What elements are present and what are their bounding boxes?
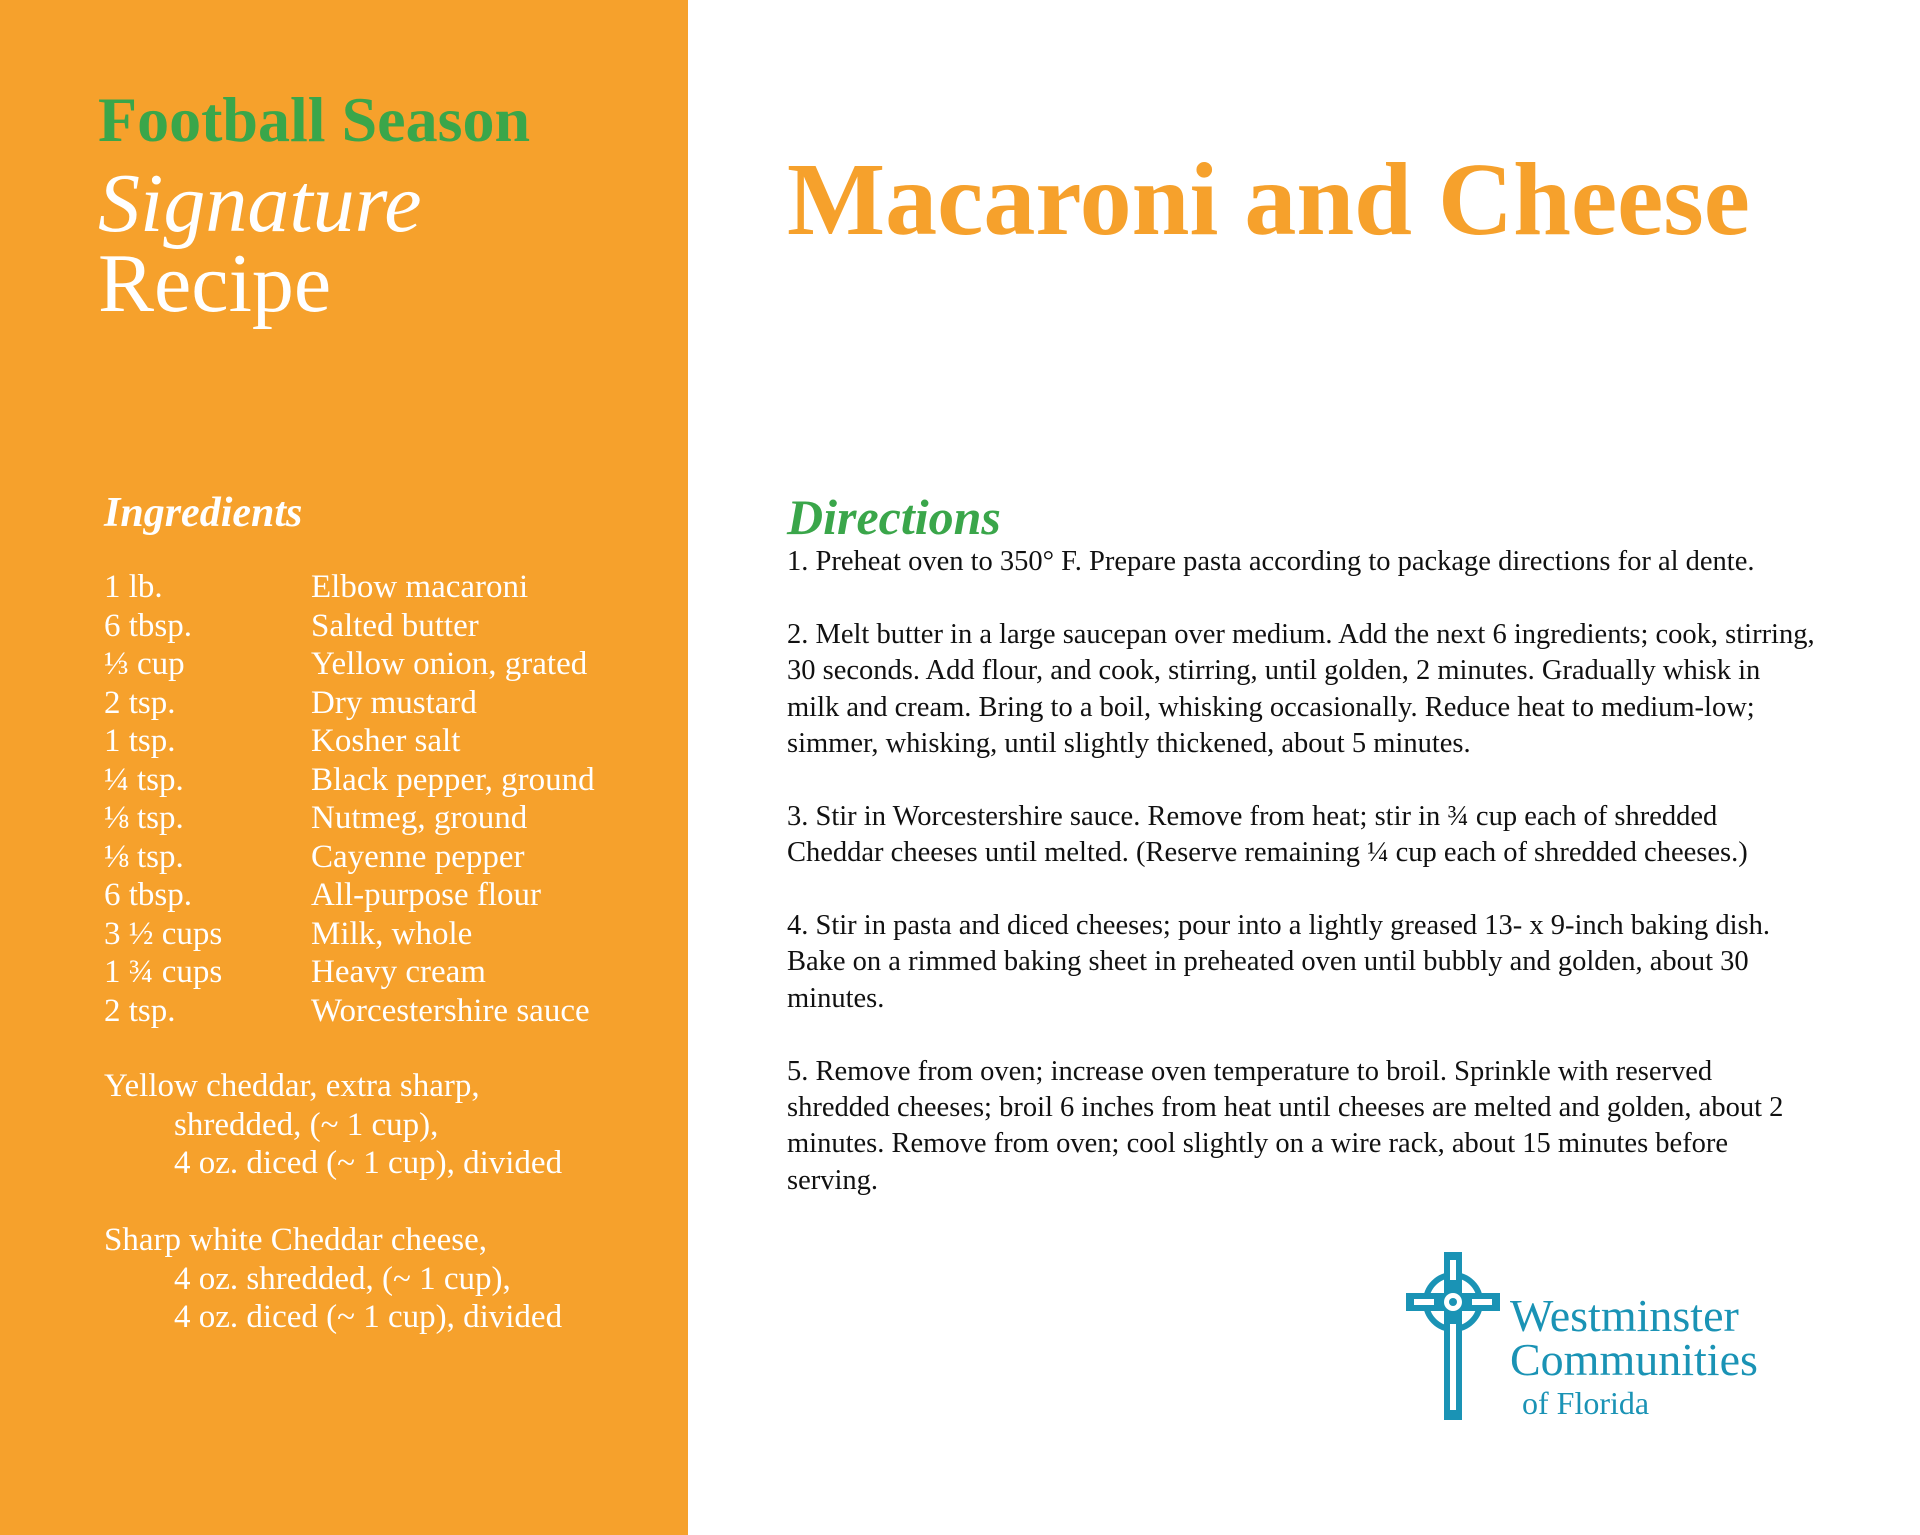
ingredient-row [104, 953, 595, 992]
direction-step: 4. Stir in pasta and diced cheeses; pour into a lightly greased 13- x 9-inch baking dish. Bake on a rimmed baking sheet in preheated oven until bubbly and golden, about 30 minutes. [787, 910, 1771, 1014]
celtic-cross-icon [1406, 1252, 1500, 1420]
logo-line: Westminster [1510, 1290, 1739, 1341]
cheese-note-line: Yellow cheddar, extra sharp, [104, 1068, 480, 1104]
ingredient-row [104, 915, 595, 954]
signature-heading: Signature [98, 157, 422, 250]
ingredient-item: Elbow macaroni [311, 569, 529, 605]
ingredient-item: Kosher salt [311, 723, 461, 759]
cheese-note-line: shredded, (~ 1 cup), [174, 1106, 439, 1143]
directions-body [787, 544, 1817, 1236]
directions-heading: Directions [787, 489, 1001, 545]
ingredient-item: Salted butter [311, 607, 479, 644]
ingredients-list [104, 568, 595, 1030]
ingredient-item: Nutmeg, ground [311, 800, 528, 836]
kicker-heading: Football Season [98, 84, 531, 155]
ingredient-item: Cayenne pepper [311, 838, 525, 875]
ingredient-qty: 1 lb. [104, 569, 163, 605]
ingredient-qty: ⅓ cup [104, 646, 185, 682]
ingredient-row [104, 838, 595, 877]
recipe-heading: Recipe [98, 237, 332, 330]
ingredients-heading: Ingredients [104, 490, 303, 536]
ingredient-row [104, 607, 595, 646]
direction-step: 2. Melt butter in a large saucepan over medium. Add the next 6 ingredients; cook, stirring, 30 seconds. Add flour, and cook, stirring, until golden, 2 minutes. Gradually whisk in milk and cream. Bring to a boil, whisking occasionally. Reduce heat to medium-low; simmer, whisking, until slightly thickened, about 5 minutes. [787, 618, 1815, 760]
ingredient-qty: 6 tbsp. [104, 877, 193, 913]
ingredient-qty: 3 ½ cups [104, 915, 223, 952]
white-cheddar-note [104, 1221, 562, 1337]
ingredient-item: Black pepper, ground [311, 761, 595, 798]
ingredient-item: Dry mustard [311, 684, 477, 721]
ingredient-row [104, 799, 595, 838]
ingredient-qty: 1 ¾ cups [104, 954, 223, 990]
ingredient-row [104, 645, 595, 684]
ingredient-item: Milk, whole [311, 915, 473, 952]
ingredient-row [104, 992, 595, 1031]
direction-step: 3. Stir in Worcestershire sauce. Remove from heat; stir in ¾ cup each of shredded Cheddar cheeses until melted. (Reserve remaining ¼ cup each of shredded cheeses.) [787, 800, 1748, 869]
cheese-note-line: 4 oz. diced (~ 1 cup), divided [174, 1299, 563, 1335]
ingredient-item: Heavy cream [311, 954, 486, 990]
ingredient-qty: 1 tsp. [104, 723, 176, 759]
ingredient-qty: 2 tsp. [104, 684, 176, 721]
direction-step: 1. Preheat oven to 350° F. Prepare pasta according to package directions for al dente. [787, 546, 1755, 577]
ingredient-item: Yellow onion, grated [311, 646, 588, 682]
ingredient-qty: 2 tsp. [104, 992, 176, 1029]
logo-line: Communities [1510, 1334, 1758, 1385]
direction-step: 5. Remove from oven; increase oven temperature to broil. Sprinkle with reserved shredded cheeses; broil 6 inches from heat until cheeses are melted and golden, about 2 minutes. Remove from oven; cool slightly on a wire rack, about 15 minutes before serving. [787, 1055, 1784, 1196]
ingredient-item: All-purpose flour [311, 877, 542, 913]
cheese-note-line: 4 oz. shredded, (~ 1 cup), [174, 1260, 511, 1297]
ingredient-row [104, 684, 595, 723]
ingredient-row [104, 568, 595, 607]
ingredient-row [104, 722, 595, 761]
logo-line: of Florida [1522, 1385, 1650, 1421]
ingredient-item: Worcestershire sauce [311, 992, 590, 1029]
left-panel [0, 0, 688, 1535]
ingredient-row [104, 761, 595, 800]
ingredient-qty: ¼ tsp. [104, 761, 184, 798]
yellow-cheddar-note [104, 1067, 562, 1183]
ingredient-qty: ⅛ tsp. [104, 838, 184, 875]
ingredient-row [104, 876, 595, 915]
logo-text [1510, 1290, 1758, 1424]
cheese-note-line: 4 oz. diced (~ 1 cup), divided [174, 1145, 563, 1181]
recipe-title: Macaroni and Cheese [787, 142, 1750, 257]
cheese-note-line: Sharp white Cheddar cheese, [104, 1222, 488, 1258]
ingredient-qty: ⅛ tsp. [104, 800, 184, 836]
ingredient-qty: 6 tbsp. [104, 607, 193, 644]
westminster-logo [1406, 1252, 1826, 1430]
